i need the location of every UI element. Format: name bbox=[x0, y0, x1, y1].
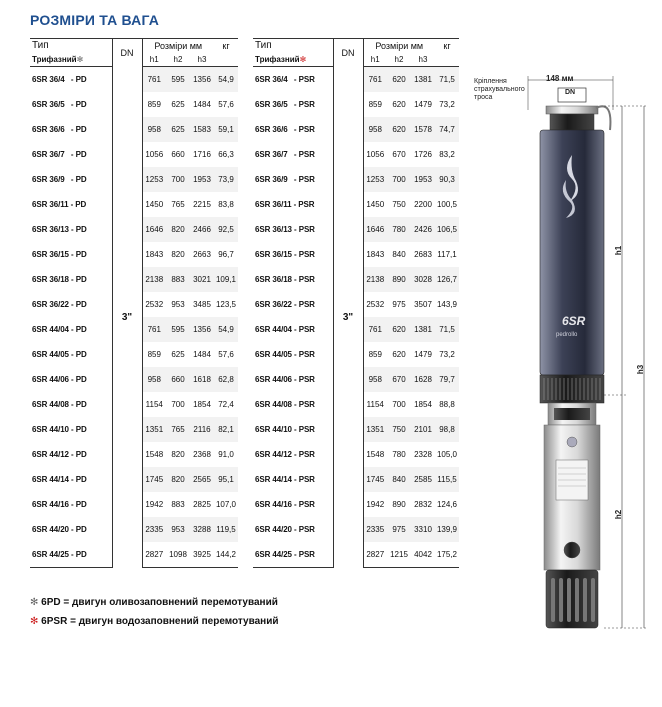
model-cell: 6SR 36/13 - PD bbox=[32, 225, 87, 234]
h2-cell: 700 bbox=[166, 167, 190, 192]
h1-cell: 958 bbox=[142, 117, 166, 142]
h1-cell: 1745 bbox=[142, 467, 166, 492]
weight-cell: 54,9 bbox=[214, 67, 238, 93]
model-cell: 6SR 36/5 - PD bbox=[32, 100, 87, 109]
h2-cell: 840 bbox=[392, 250, 406, 259]
model-cell: 6SR 36/15 - PD bbox=[32, 250, 87, 259]
model-cell: 6SR 44/25 - PD bbox=[30, 542, 112, 568]
model-cell: 6SR 36/11 - PSR bbox=[255, 200, 315, 209]
weight-cell: 139,9 bbox=[435, 517, 459, 542]
weight-header: кг bbox=[214, 39, 238, 53]
h1-cell: 859 bbox=[368, 100, 382, 109]
model-cell: 6SR 44/06 - PSR bbox=[255, 375, 315, 384]
h1-cell: 958 bbox=[363, 117, 387, 142]
dn-cell: 3" bbox=[333, 67, 363, 568]
h1-cell: 761 bbox=[363, 67, 387, 93]
h1-cell: 2335 bbox=[142, 517, 166, 542]
oil-motor-star-icon: ✻ bbox=[76, 54, 84, 64]
weight-cell: 117,1 bbox=[437, 250, 457, 259]
h2-cell: 953 bbox=[171, 300, 185, 309]
h2-header: h2 bbox=[387, 52, 411, 67]
h2-cell: 890 bbox=[392, 500, 406, 509]
h3-cell: 2116 bbox=[190, 417, 214, 442]
h2-cell: 883 bbox=[171, 500, 185, 509]
h1-cell: 958 bbox=[363, 367, 387, 392]
weight-cell: 91,0 bbox=[218, 450, 234, 459]
h2-cell: 620 bbox=[392, 350, 406, 359]
h3-cell: 2683 bbox=[414, 250, 432, 259]
h3-cell: 2832 bbox=[414, 500, 432, 509]
h3-cell: 2328 bbox=[414, 450, 432, 459]
h2-cell: 625 bbox=[166, 117, 190, 142]
h1-cell: 2138 bbox=[363, 267, 387, 292]
cable-fixing-label: Кріплення страхувального троса bbox=[474, 78, 525, 101]
weight-cell: 126,7 bbox=[435, 267, 459, 292]
weight-cell: 98,8 bbox=[435, 417, 459, 442]
h2-cell: 820 bbox=[171, 450, 185, 459]
h1-cell: 1843 bbox=[145, 250, 164, 259]
pump-illustration bbox=[518, 70, 658, 630]
weight-cell: 57,6 bbox=[218, 100, 234, 109]
model-cell: 6SR 36/5 - PSR bbox=[255, 100, 315, 109]
weight-cell: 143,9 bbox=[436, 300, 458, 309]
model-cell: 6SR 36/9 - PSR bbox=[255, 175, 315, 184]
h3-header: h3 bbox=[190, 52, 214, 67]
h1-cell: 958 bbox=[142, 367, 166, 392]
model-cell: 6SR 36/6 - PD bbox=[32, 125, 87, 134]
h3-cell: 1618 bbox=[190, 367, 214, 392]
h3-cell: 2585 bbox=[411, 467, 435, 492]
weight-cell: 73,9 bbox=[214, 167, 238, 192]
spec-table-pd bbox=[30, 38, 238, 568]
model-cell: 6SR 36/6 - PSR bbox=[255, 125, 315, 134]
model-cell: 6SR 44/04 - PD bbox=[32, 325, 87, 334]
h1-cell: 2532 bbox=[366, 300, 385, 309]
h1-header: h1 bbox=[142, 52, 166, 67]
h1-cell: 1154 bbox=[145, 400, 163, 409]
h1-cell: 1154 bbox=[366, 400, 384, 409]
h1-cell: 1351 bbox=[363, 417, 387, 442]
spec-table-psr bbox=[253, 38, 459, 568]
h2-cell: 625 bbox=[171, 350, 185, 359]
h2-cell: 595 bbox=[166, 67, 190, 93]
maker-logo: pedrollo bbox=[556, 332, 578, 338]
h2-cell: 890 bbox=[387, 267, 411, 292]
h3-cell: 1854 bbox=[193, 400, 211, 409]
model-cell: 6SR 44/08 - PD bbox=[32, 400, 87, 409]
model-cell: 6SR 44/10 - PD bbox=[32, 425, 87, 434]
model-cell: 6SR 36/13 - PSR bbox=[255, 225, 315, 234]
h2-cell: 765 bbox=[166, 417, 190, 442]
h2-cell: 670 bbox=[392, 150, 406, 159]
legend-pd: ✻ 6PD = двигун оливозаповнений перемотуваний bbox=[30, 597, 278, 608]
model-cell: 6SR 36/9 - PD bbox=[32, 175, 87, 184]
h1-cell: 1942 bbox=[145, 500, 164, 509]
sizes-header: Розміри мм bbox=[363, 39, 435, 53]
h2-cell: 1098 bbox=[166, 542, 190, 568]
h1-cell: 1253 bbox=[142, 167, 166, 192]
model-cell: 6SR 44/16 - PSR bbox=[255, 500, 315, 509]
h3-cell: 1356 bbox=[190, 67, 214, 93]
table-row bbox=[30, 67, 238, 93]
model-cell: 6SR 44/20 - PSR bbox=[255, 525, 315, 534]
model-cell: 6SR 44/04 - PSR bbox=[255, 325, 315, 334]
h2-dimension: h2 bbox=[614, 509, 624, 520]
h2-cell: 620 bbox=[392, 100, 406, 109]
weight-cell: 119,5 bbox=[214, 517, 238, 542]
model-cell: 6SR 44/14 - PSR bbox=[255, 475, 315, 484]
weight-cell: 73,2 bbox=[439, 350, 455, 359]
model-cell: 6SR 44/25 - PSR bbox=[253, 542, 333, 568]
width-dimension: 148 мм bbox=[546, 74, 574, 83]
h2-cell: 625 bbox=[171, 100, 185, 109]
model-cell: 6SR 44/14 - PD bbox=[32, 475, 87, 484]
pump-drawing bbox=[518, 70, 658, 630]
model-cell: 6SR 36/22 - PSR bbox=[255, 300, 315, 309]
h3-header: h3 bbox=[411, 52, 435, 67]
h2-cell: 820 bbox=[171, 250, 185, 259]
weight-cell: 123,5 bbox=[215, 300, 237, 309]
h1-cell: 761 bbox=[142, 317, 166, 342]
h3-cell: 3310 bbox=[411, 517, 435, 542]
h1-cell: 859 bbox=[147, 350, 161, 359]
h1-cell: 1351 bbox=[142, 417, 166, 442]
h1-dimension: h1 bbox=[614, 245, 624, 256]
type-subheader: Трифазний✻ bbox=[30, 52, 112, 67]
model-cell: 6SR 44/20 - PD bbox=[32, 525, 87, 534]
h2-cell: 975 bbox=[392, 300, 406, 309]
weight-cell: 74,7 bbox=[435, 117, 459, 142]
h3-cell: 1381 bbox=[411, 317, 435, 342]
h3-cell: 1953 bbox=[411, 167, 435, 192]
type-header: Тип bbox=[253, 39, 333, 53]
h3-cell: 1484 bbox=[193, 100, 211, 109]
weight-cell: 71,5 bbox=[435, 317, 459, 342]
weight-cell: 115,5 bbox=[435, 467, 459, 492]
weight-cell: 82,1 bbox=[214, 417, 238, 442]
h1-cell: 1942 bbox=[366, 500, 385, 509]
model-cell: 6SR 36/22 - PD bbox=[32, 300, 87, 309]
h1-cell: 2335 bbox=[363, 517, 387, 542]
h1-cell: 1548 bbox=[366, 450, 385, 459]
weight-cell: 106,5 bbox=[435, 217, 459, 242]
sizes-header: Розміри мм bbox=[142, 39, 214, 53]
h1-cell: 2827 bbox=[142, 542, 166, 568]
model-cell: 6SR 44/10 - PSR bbox=[255, 425, 315, 434]
weight-cell: 54,9 bbox=[214, 317, 238, 342]
weight-cell: 96,7 bbox=[218, 250, 234, 259]
model-cell: 6SR 44/05 - PSR bbox=[255, 350, 315, 359]
h3-cell: 3485 bbox=[193, 300, 211, 309]
type-subheader: Трифазний✻ bbox=[253, 52, 333, 67]
h2-cell: 700 bbox=[392, 400, 406, 409]
weight-cell: 88,8 bbox=[439, 400, 455, 409]
h3-cell: 3507 bbox=[414, 300, 432, 309]
h3-cell: 2825 bbox=[193, 500, 211, 509]
h1-cell: 1646 bbox=[363, 217, 387, 242]
model-cell: 6SR 44/12 - PD bbox=[32, 450, 87, 459]
weight-cell: 57,6 bbox=[218, 350, 234, 359]
model-cell: 6SR 44/05 - PD bbox=[32, 350, 87, 359]
model-cell: 6SR 36/11 - PD bbox=[32, 200, 87, 209]
h1-cell: 2532 bbox=[145, 300, 164, 309]
water-motor-star-icon: ✻ bbox=[299, 54, 307, 64]
weight-cell: 83,8 bbox=[218, 200, 234, 209]
weight-cell: 92,5 bbox=[214, 217, 238, 242]
model-cell: 6SR 36/18 - PSR bbox=[255, 275, 315, 284]
h1-cell: 1056 bbox=[366, 150, 385, 159]
h2-cell: 750 bbox=[392, 200, 406, 209]
weight-cell: 62,8 bbox=[214, 367, 238, 392]
weight-cell: 73,2 bbox=[439, 100, 455, 109]
h1-cell: 1450 bbox=[145, 200, 164, 209]
h2-cell: 595 bbox=[166, 317, 190, 342]
h2-cell: 780 bbox=[392, 450, 406, 459]
model-cell: 6SR 36/4 - PSR bbox=[255, 75, 315, 84]
h1-cell: 859 bbox=[368, 350, 382, 359]
weight-cell: 59,1 bbox=[214, 117, 238, 142]
dn-header: DN bbox=[112, 39, 142, 67]
h2-cell: 660 bbox=[166, 367, 190, 392]
model-cell: 6SR 36/7 - PD bbox=[32, 150, 87, 159]
weight-cell: 144,2 bbox=[214, 542, 238, 568]
h1-cell: 1646 bbox=[142, 217, 166, 242]
page-title: РОЗМІРИ ТА ВАГА bbox=[30, 12, 160, 28]
h3-cell: 2101 bbox=[411, 417, 435, 442]
h3-cell: 1726 bbox=[414, 150, 432, 159]
h3-cell: 1854 bbox=[414, 400, 432, 409]
h3-cell: 1381 bbox=[411, 67, 435, 93]
model-cell: 6SR 44/08 - PSR bbox=[255, 400, 315, 409]
model-cell: 6SR 36/4 - PD bbox=[32, 75, 87, 84]
h3-cell: 4042 bbox=[411, 542, 435, 568]
h2-cell: 700 bbox=[171, 400, 185, 409]
h2-cell: 975 bbox=[387, 517, 411, 542]
weight-cell: 105,0 bbox=[436, 450, 458, 459]
h3-cell: 1484 bbox=[193, 350, 211, 359]
weight-cell: 107,0 bbox=[215, 500, 237, 509]
weight-header: кг bbox=[435, 39, 459, 53]
weight-cell: 83,2 bbox=[439, 150, 455, 159]
h2-cell: 660 bbox=[171, 150, 185, 159]
h2-cell: 620 bbox=[387, 317, 411, 342]
h3-cell: 3925 bbox=[190, 542, 214, 568]
dn-header: DN bbox=[333, 39, 363, 67]
h3-cell: 3021 bbox=[190, 267, 214, 292]
h2-cell: 765 bbox=[171, 200, 185, 209]
h3-cell: 1583 bbox=[190, 117, 214, 142]
h3-cell: 1356 bbox=[190, 317, 214, 342]
h2-cell: 1215 bbox=[387, 542, 411, 568]
weight-cell: 100,5 bbox=[436, 200, 458, 209]
h3-dimension: h3 bbox=[636, 364, 646, 375]
h3-cell: 3288 bbox=[190, 517, 214, 542]
model-cell: 6SR 36/18 - PD bbox=[32, 275, 87, 284]
type-header: Тип bbox=[30, 39, 112, 53]
weight-cell: 175,2 bbox=[435, 542, 459, 568]
dn-cell: 3" bbox=[112, 67, 142, 568]
oil-motor-star-icon: ✻ bbox=[30, 597, 39, 608]
model-cell: 6SR 44/06 - PD bbox=[32, 375, 87, 384]
h1-cell: 1056 bbox=[145, 150, 164, 159]
h1-cell: 761 bbox=[363, 317, 387, 342]
h1-cell: 859 bbox=[147, 100, 161, 109]
h3-cell: 2200 bbox=[414, 200, 432, 209]
weight-cell: 109,1 bbox=[214, 267, 238, 292]
brand-label: 6SR bbox=[562, 314, 586, 328]
weight-cell: 90,3 bbox=[435, 167, 459, 192]
h3-cell: 1479 bbox=[414, 100, 432, 109]
h2-cell: 620 bbox=[387, 117, 411, 142]
h2-cell: 820 bbox=[166, 467, 190, 492]
h3-cell: 1953 bbox=[190, 167, 214, 192]
h2-cell: 953 bbox=[166, 517, 190, 542]
h3-cell: 2426 bbox=[411, 217, 435, 242]
h1-cell: 1745 bbox=[363, 467, 387, 492]
h1-cell: 1253 bbox=[363, 167, 387, 192]
weight-cell: 95,1 bbox=[214, 467, 238, 492]
model-cell: 6SR 44/12 - PSR bbox=[255, 450, 315, 459]
water-motor-star-icon: ✻ bbox=[30, 616, 39, 627]
h2-cell: 750 bbox=[387, 417, 411, 442]
h1-cell: 2827 bbox=[363, 542, 387, 568]
h2-cell: 840 bbox=[387, 467, 411, 492]
h2-cell: 670 bbox=[387, 367, 411, 392]
h1-cell: 2138 bbox=[142, 267, 166, 292]
h2-cell: 620 bbox=[387, 67, 411, 93]
table-row bbox=[253, 67, 459, 93]
h3-cell: 2663 bbox=[193, 250, 211, 259]
h3-cell: 1628 bbox=[411, 367, 435, 392]
h3-cell: 3028 bbox=[411, 267, 435, 292]
weight-cell: 66,3 bbox=[218, 150, 234, 159]
h3-cell: 2215 bbox=[193, 200, 211, 209]
model-cell: 6SR 36/7 - PSR bbox=[255, 150, 315, 159]
weight-cell: 71,5 bbox=[435, 67, 459, 93]
h1-cell: 1450 bbox=[366, 200, 385, 209]
h3-cell: 1479 bbox=[414, 350, 432, 359]
h1-cell: 1548 bbox=[145, 450, 164, 459]
h3-cell: 2466 bbox=[190, 217, 214, 242]
h3-cell: 2368 bbox=[193, 450, 211, 459]
weight-cell: 72,4 bbox=[218, 400, 234, 409]
h2-cell: 780 bbox=[387, 217, 411, 242]
legend-psr: ✻ 6PSR = двигун водозаповнений перемотуваний bbox=[30, 616, 279, 627]
dn-dimension: DN bbox=[565, 89, 576, 96]
h3-cell: 1578 bbox=[411, 117, 435, 142]
h2-header: h2 bbox=[166, 52, 190, 67]
h2-cell: 820 bbox=[166, 217, 190, 242]
model-cell: 6SR 36/15 - PSR bbox=[255, 250, 315, 259]
h2-cell: 700 bbox=[387, 167, 411, 192]
weight-cell: 79,7 bbox=[435, 367, 459, 392]
weight-cell: 124,6 bbox=[436, 500, 458, 509]
h1-cell: 1843 bbox=[366, 250, 385, 259]
model-cell: 6SR 44/16 - PD bbox=[32, 500, 87, 509]
h1-cell: 761 bbox=[142, 67, 166, 93]
h3-cell: 1716 bbox=[193, 150, 211, 159]
h2-cell: 883 bbox=[166, 267, 190, 292]
h3-cell: 2565 bbox=[190, 467, 214, 492]
h1-header: h1 bbox=[363, 52, 387, 67]
